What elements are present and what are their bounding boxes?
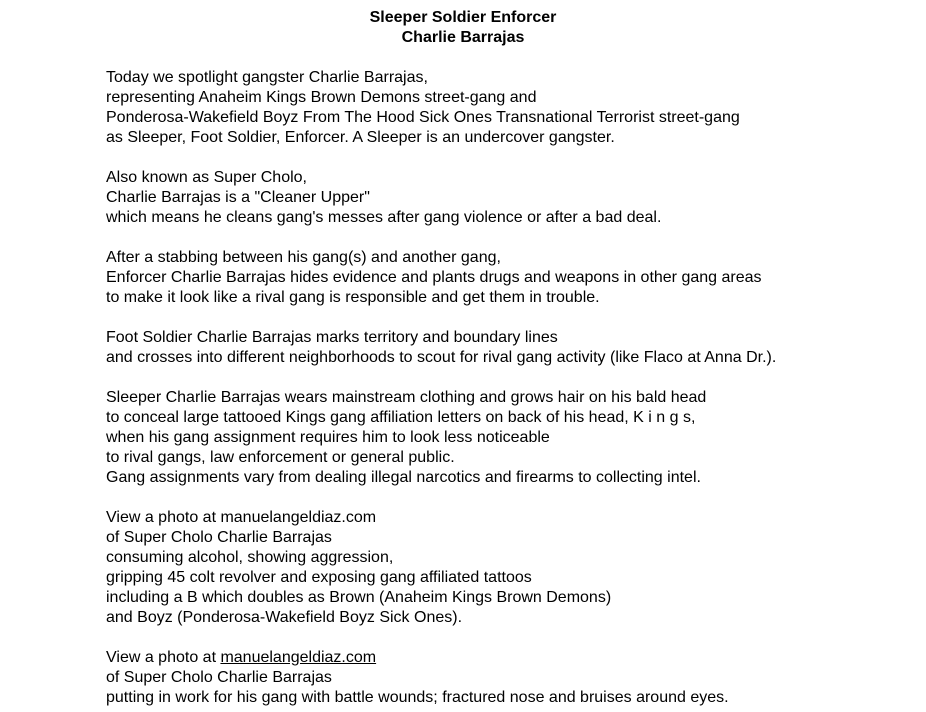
text-line: to rival gangs, law enforcement or general public. (106, 449, 455, 466)
text-line: and crosses into different neighborhoods to scout for rival gang activity (like Flaco at Anna Dr.). (106, 349, 777, 366)
text-line: Gang assignments vary from dealing illegal narcotics and firearms to collecting intel. (106, 469, 701, 486)
text-line: View a photo at manuelangeldiaz.com (106, 509, 377, 526)
text-line: Enforcer Charlie Barrajas hides evidence and plants drugs and weapons in other gang areas (106, 269, 762, 286)
text-line: of Super Cholo Charlie Barrajas (106, 529, 332, 546)
paragraph (106, 648, 906, 708)
text-line: and Boyz (Ponderosa-Wakefield Boyz Sick Ones). (106, 609, 463, 626)
paragraph (106, 388, 906, 488)
document-title (0, 8, 926, 48)
text-line: After a stabbing between his gang(s) and another gang, (106, 249, 501, 266)
text-line: gripping 45 colt revolver and exposing gang affiliated tattoos (106, 569, 532, 586)
document-body (0, 68, 926, 708)
text-line: which means he cleans gang's messes after gang violence or after a bad deal. (106, 209, 662, 226)
text-line: putting in work for his gang with battle wounds; fractured nose and bruises around eyes. (106, 689, 729, 706)
title-line-2: Charlie Barrajas (401, 29, 525, 46)
text-segment: View a photo at (106, 649, 221, 666)
paragraph (106, 68, 906, 148)
text-line: Ponderosa-Wakefield Boyz From The Hood Sick Ones Transnational Terrorist street-gang (106, 109, 740, 126)
paragraph (106, 328, 906, 368)
paragraph (106, 508, 906, 628)
text-line: including a B which doubles as Brown (Anaheim Kings Brown Demons) (106, 589, 612, 606)
text-line: as Sleeper, Foot Soldier, Enforcer. A Sleeper is an undercover gangster. (106, 129, 615, 146)
paragraph (106, 168, 906, 228)
text-line: Today we spotlight gangster Charlie Barrajas, (106, 69, 428, 86)
text-line: to make it look like a rival gang is responsible and get them in trouble. (106, 289, 600, 306)
text-line: Also known as Super Cholo, (106, 169, 307, 186)
text-line: representing Anaheim Kings Brown Demons street-gang and (106, 89, 537, 106)
manuelangeldiaz-link[interactable]: manuelangeldiaz.com (220, 649, 377, 666)
paragraph (106, 248, 906, 308)
text-line: to conceal large tattooed Kings gang affiliation letters on back of his head, K i n g s, (106, 409, 696, 426)
text-line: consuming alcohol, showing aggression, (106, 549, 394, 566)
text-line: Charlie Barrajas is a "Cleaner Upper" (106, 189, 370, 206)
text-line: of Super Cholo Charlie Barrajas (106, 669, 332, 686)
text-line: when his gang assignment requires him to look less noticeable (106, 429, 550, 446)
text-line (106, 648, 906, 668)
text-line: Sleeper Charlie Barrajas wears mainstream clothing and grows hair on his bald head (106, 389, 707, 406)
title-line-1: Sleeper Soldier Enforcer (369, 9, 557, 26)
text-line: Foot Soldier Charlie Barrajas marks territory and boundary lines (106, 329, 558, 346)
